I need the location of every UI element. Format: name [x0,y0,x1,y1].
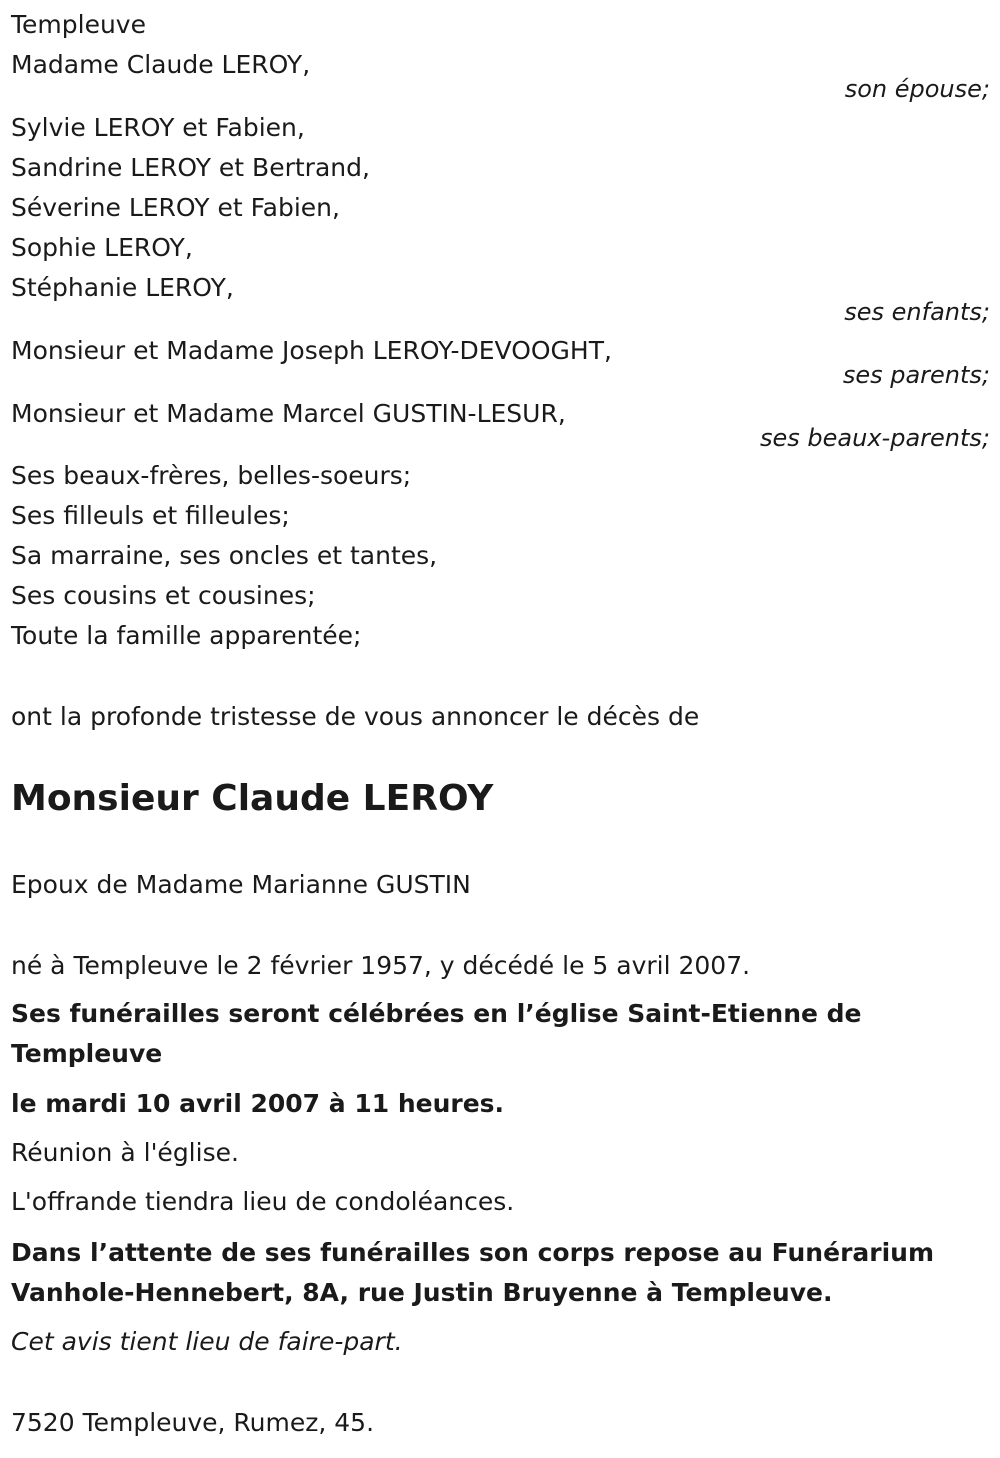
extended-family-line: Toute la famille apparentée; [11,621,362,650]
spouse-name: Madame Claude LEROY, [11,50,311,79]
announcement-text: ont la profonde tristesse de vous annoncer le décès de [11,702,700,731]
deceased-name: Monsieur Claude LEROY [11,778,494,819]
repose-line: Dans l’attente de ses funérailles son corps repose au Funérarium [11,1238,935,1267]
offering-line: L'offrande tiendra lieu de condoléances. [11,1187,515,1216]
spouse-relation: son épouse; [844,75,990,103]
child-line: Sandrine LEROY et Bertrand, [11,153,370,182]
parents-relation: ses parents; [842,361,990,389]
extended-family-line: Ses beaux-frères, belles-soeurs; [11,461,412,490]
notice-line: Cet avis tient lieu de faire-part. [11,1327,403,1356]
meeting-line: Réunion à l'église. [11,1138,239,1167]
child-line: Sylvie LEROY et Fabien, [11,113,305,142]
parents-name: Monsieur et Madame Joseph LEROY-DEVOOGHT, [11,336,612,365]
child-line: Séverine LEROY et Fabien, [11,193,340,222]
funeral-datetime: le mardi 10 avril 2007 à 11 heures. [11,1089,505,1118]
deceased-spouse-line: Epoux de Madame Marianne GUSTIN [11,870,471,899]
address-line: 7520 Templeuve, Rumez, 45. [11,1408,375,1437]
town-line: Templeuve [11,10,146,39]
funeral-church-line: Ses funérailles seront célébrées en l’église Saint-Etienne de [11,999,862,1028]
funeral-church-line: Templeuve [11,1039,163,1068]
child-line: Sophie LEROY, [11,233,193,262]
child-line: Stéphanie LEROY, [11,273,234,302]
in-laws-name: Monsieur et Madame Marcel GUSTIN-LESUR, [11,399,566,428]
children-relation: ses enfants; [844,298,990,326]
extended-family-line: Sa marraine, ses oncles et tantes, [11,541,438,570]
repose-line: Vanhole-Hennebert, 8A, rue Justin Bruyenne à Templeuve. [11,1278,833,1307]
extended-family-line: Ses filleuls et filleules; [11,501,290,530]
birth-death-line: né à Templeuve le 2 février 1957, y décédé le 5 avril 2007. [11,951,751,980]
in-laws-relation: ses beaux-parents; [760,424,990,452]
extended-family-line: Ses cousins et cousines; [11,581,316,610]
